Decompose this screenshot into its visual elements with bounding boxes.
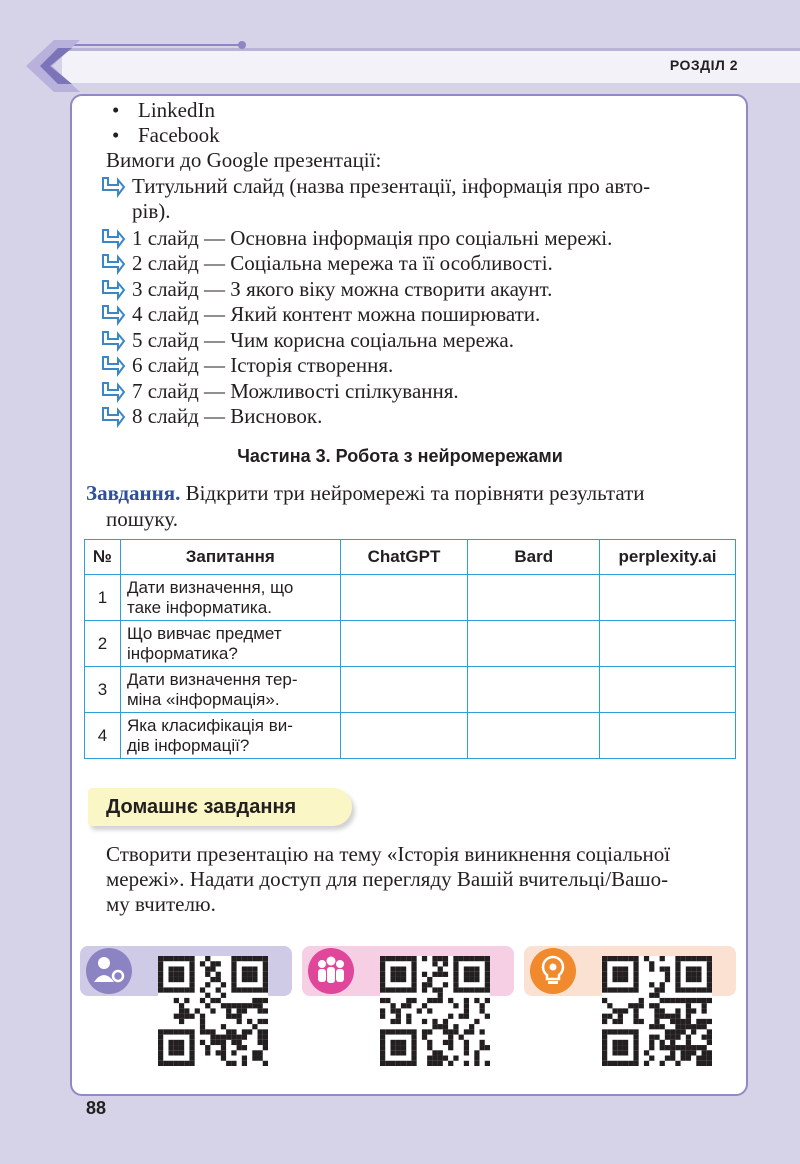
column-header: № [85, 540, 121, 575]
page-number: 88 [86, 1098, 107, 1118]
part-title: Частина 3. Робота з нейромережами [237, 446, 563, 466]
answer-cell-perplexity[interactable] [600, 667, 736, 713]
answer-cell-perplexity[interactable] [600, 575, 736, 621]
homework-title: Домашнє завдання [88, 788, 352, 826]
qr-card-icon-bg [86, 948, 132, 994]
table-row [85, 575, 736, 621]
requirements-title: Вимоги до Google презентації: [106, 148, 382, 172]
answer-cell-perplexity[interactable] [600, 621, 736, 667]
column-header: ChatGPT [340, 540, 468, 575]
answer-cell-bard[interactable] [468, 575, 600, 621]
qr-code[interactable] [602, 956, 712, 1066]
answer-cell-bard[interactable] [468, 621, 600, 667]
qr-code[interactable] [158, 956, 268, 1066]
column-header: perplexity.ai [600, 540, 736, 575]
hand-pointer-icon [100, 304, 126, 326]
person-with-gear-icon [86, 948, 132, 994]
table-row [85, 713, 736, 759]
hand-pointer-icon [100, 176, 126, 198]
comparison-table [84, 539, 736, 759]
hand-pointer-icon [100, 253, 126, 275]
table-header-row [85, 540, 736, 575]
section-label: РОЗДІЛ 2 [669, 57, 738, 73]
table-row [85, 667, 736, 713]
question-cell: Дати визначення тер- міна «інформація». [120, 667, 340, 713]
answer-cell-chatgpt[interactable] [340, 713, 468, 759]
row-number: 1 [85, 575, 121, 621]
task-line-1 [86, 481, 645, 505]
question-cell: Дати визначення, що таке інформатика. [120, 575, 340, 621]
hand-pointer-icon [100, 228, 126, 250]
hand-pointer-icon [100, 406, 126, 428]
hand-pointer-icon [100, 355, 126, 377]
list-item: • Facebook [112, 123, 220, 147]
question-cell: Яка класифікація ви- дів інформації? [120, 713, 340, 759]
question-cell: Що вивчає предмет інформатика? [120, 621, 340, 667]
column-header: Bard [468, 540, 600, 575]
answer-cell-chatgpt[interactable] [340, 667, 468, 713]
task-text: Відкрити три нейромережі та порівняти результати [185, 481, 645, 505]
row-number: 4 [85, 713, 121, 759]
table-row [85, 621, 736, 667]
row-number: 2 [85, 621, 121, 667]
list-item-continuation: рів). [132, 199, 171, 223]
answer-cell-bard[interactable] [468, 713, 600, 759]
answer-cell-perplexity[interactable] [600, 713, 736, 759]
task-label: Завдання. [86, 481, 181, 505]
column-header: Запитання [120, 540, 340, 575]
answer-cell-bard[interactable] [468, 667, 600, 713]
hand-pointer-icon [100, 381, 126, 403]
homework-line: мережі». Надати доступ для перегляду Вашій вчительці/Вашо- [106, 867, 669, 891]
answer-cell-chatgpt[interactable] [340, 621, 468, 667]
homework-line: Створити презентацію на тему «Історія виникнення соціальної [106, 842, 671, 866]
answer-cell-chatgpt[interactable] [340, 575, 468, 621]
homework-line: му вчителю. [106, 892, 216, 916]
hand-pointer-icon [100, 330, 126, 352]
list-item: • LinkedIn [112, 98, 215, 122]
hand-pointer-icon [100, 279, 126, 301]
group-of-people-icon [308, 948, 354, 994]
row-number: 3 [85, 667, 121, 713]
lightbulb-gear-icon [530, 948, 576, 994]
page-content: • LinkedIn • Facebook Вимоги до Google презентації: Титульний слайд (назва презентації, інформація про авто- рів). 1 слайд — Основна інформація про соціальні мережі. 2 слайд — Соціальна мережа та її особливості. 3 слайд — З якого віку можна створити акаунт. 4 слайд — Який контент можна поширювати. 5 слайд — Чим корисна соціальна мережа. 6 слайд — Історія створення. 7 слайд — Можливості спілкування. 8 слайд — Висновок. Частина 3. Робота з нейромережами Завдання. Відкрити три нейромережі та порівняти результати пошуку. № Запитання ChatGPT Bard perplexity.ai 1 Дати визначення, що таке інформатика. 2 Що вивчає предмет інформатика? 3 Дати визначення тер- міна «інформація». 4 Яка класифікація ви- дів інформації? Домашнє завдання Створити презентацію на тему «Історія виникнення соціальної мережі». Надати доступ для перегляду Вашій вчительці/Вашо- му вчителю. 88 [0, 0, 800, 1164]
qr-code[interactable] [380, 956, 490, 1066]
task-line-2: пошуку. [106, 507, 178, 531]
qr-card-icon-bg [308, 948, 354, 994]
qr-card-icon-bg [530, 948, 576, 994]
